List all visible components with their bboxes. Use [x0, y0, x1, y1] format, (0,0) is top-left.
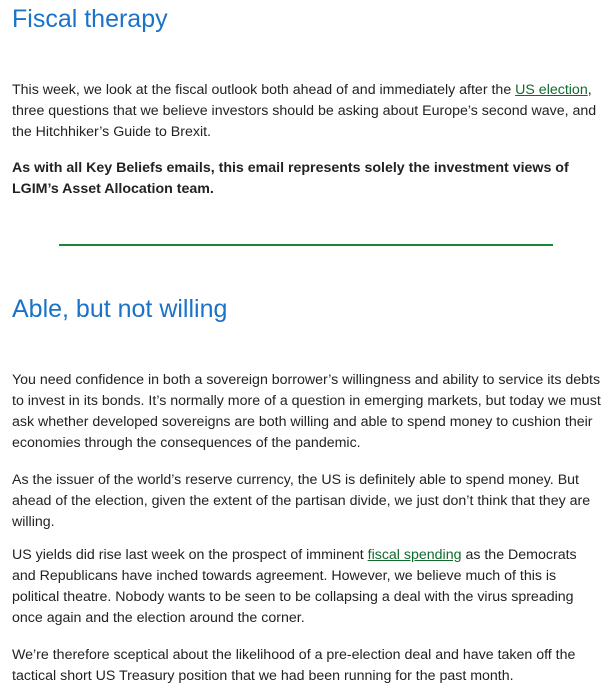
paragraph-us-yields — [12, 545, 602, 629]
disclaimer-text: As with all Key Beliefs emails, this email represents solely the investment views of LGIM’s Asset Allocation team. — [12, 160, 569, 197]
intro-paragraph — [12, 80, 602, 143]
disclaimer-paragraph — [12, 158, 602, 200]
intro-text-before-link: This week, we look at the fiscal outlook both ahead of and immediately after the — [12, 82, 516, 98]
fiscal-spending-link[interactable]: fiscal spending — [367, 547, 462, 563]
us-election-link[interactable]: US election — [515, 82, 588, 98]
yields-text-before-link: US yields did rise last week on the prospect of imminent — [12, 547, 368, 563]
paragraph-confidence: You need confidence in both a sovereign borrower’s willingness and ability to service its debts to invest in its bonds. It’s normally more of a question in emerging markets, but today we must ask whether developed sovereigns are both willing and able to spend money to cushion their economies through the consequences of the pandemic. — [12, 372, 601, 451]
intro-text-after-link: , three questions that we believe investors should be asking about Europe’s second wave, and the Hitchhiker’s Guide to Brexit. — [12, 82, 597, 140]
section-title-fiscal-therapy: Fiscal therapy — [12, 5, 168, 33]
section-divider — [59, 244, 553, 246]
yields-text-after-link: as the Democrats and Republicans have inched towards agreement. However, we believe much of this is political theatre. Nobody wants to be seen to be collapsing a deal with the virus spreading once again and the election around the corner. — [12, 547, 577, 626]
section-title-able-but-not-willing: Able, but not willing — [12, 295, 228, 323]
paragraph-reserve-currency: As the issuer of the world’s reserve currency, the US is definitely able to spend money. But ahead of the election, given the extent of the partisan divide, we just don’t think that they are willing. — [12, 472, 591, 530]
paragraph-sceptical: We’re therefore sceptical about the likelihood of a pre-election deal and have taken off the tactical short US Treasury position that we had been running for the past month. — [12, 647, 576, 684]
